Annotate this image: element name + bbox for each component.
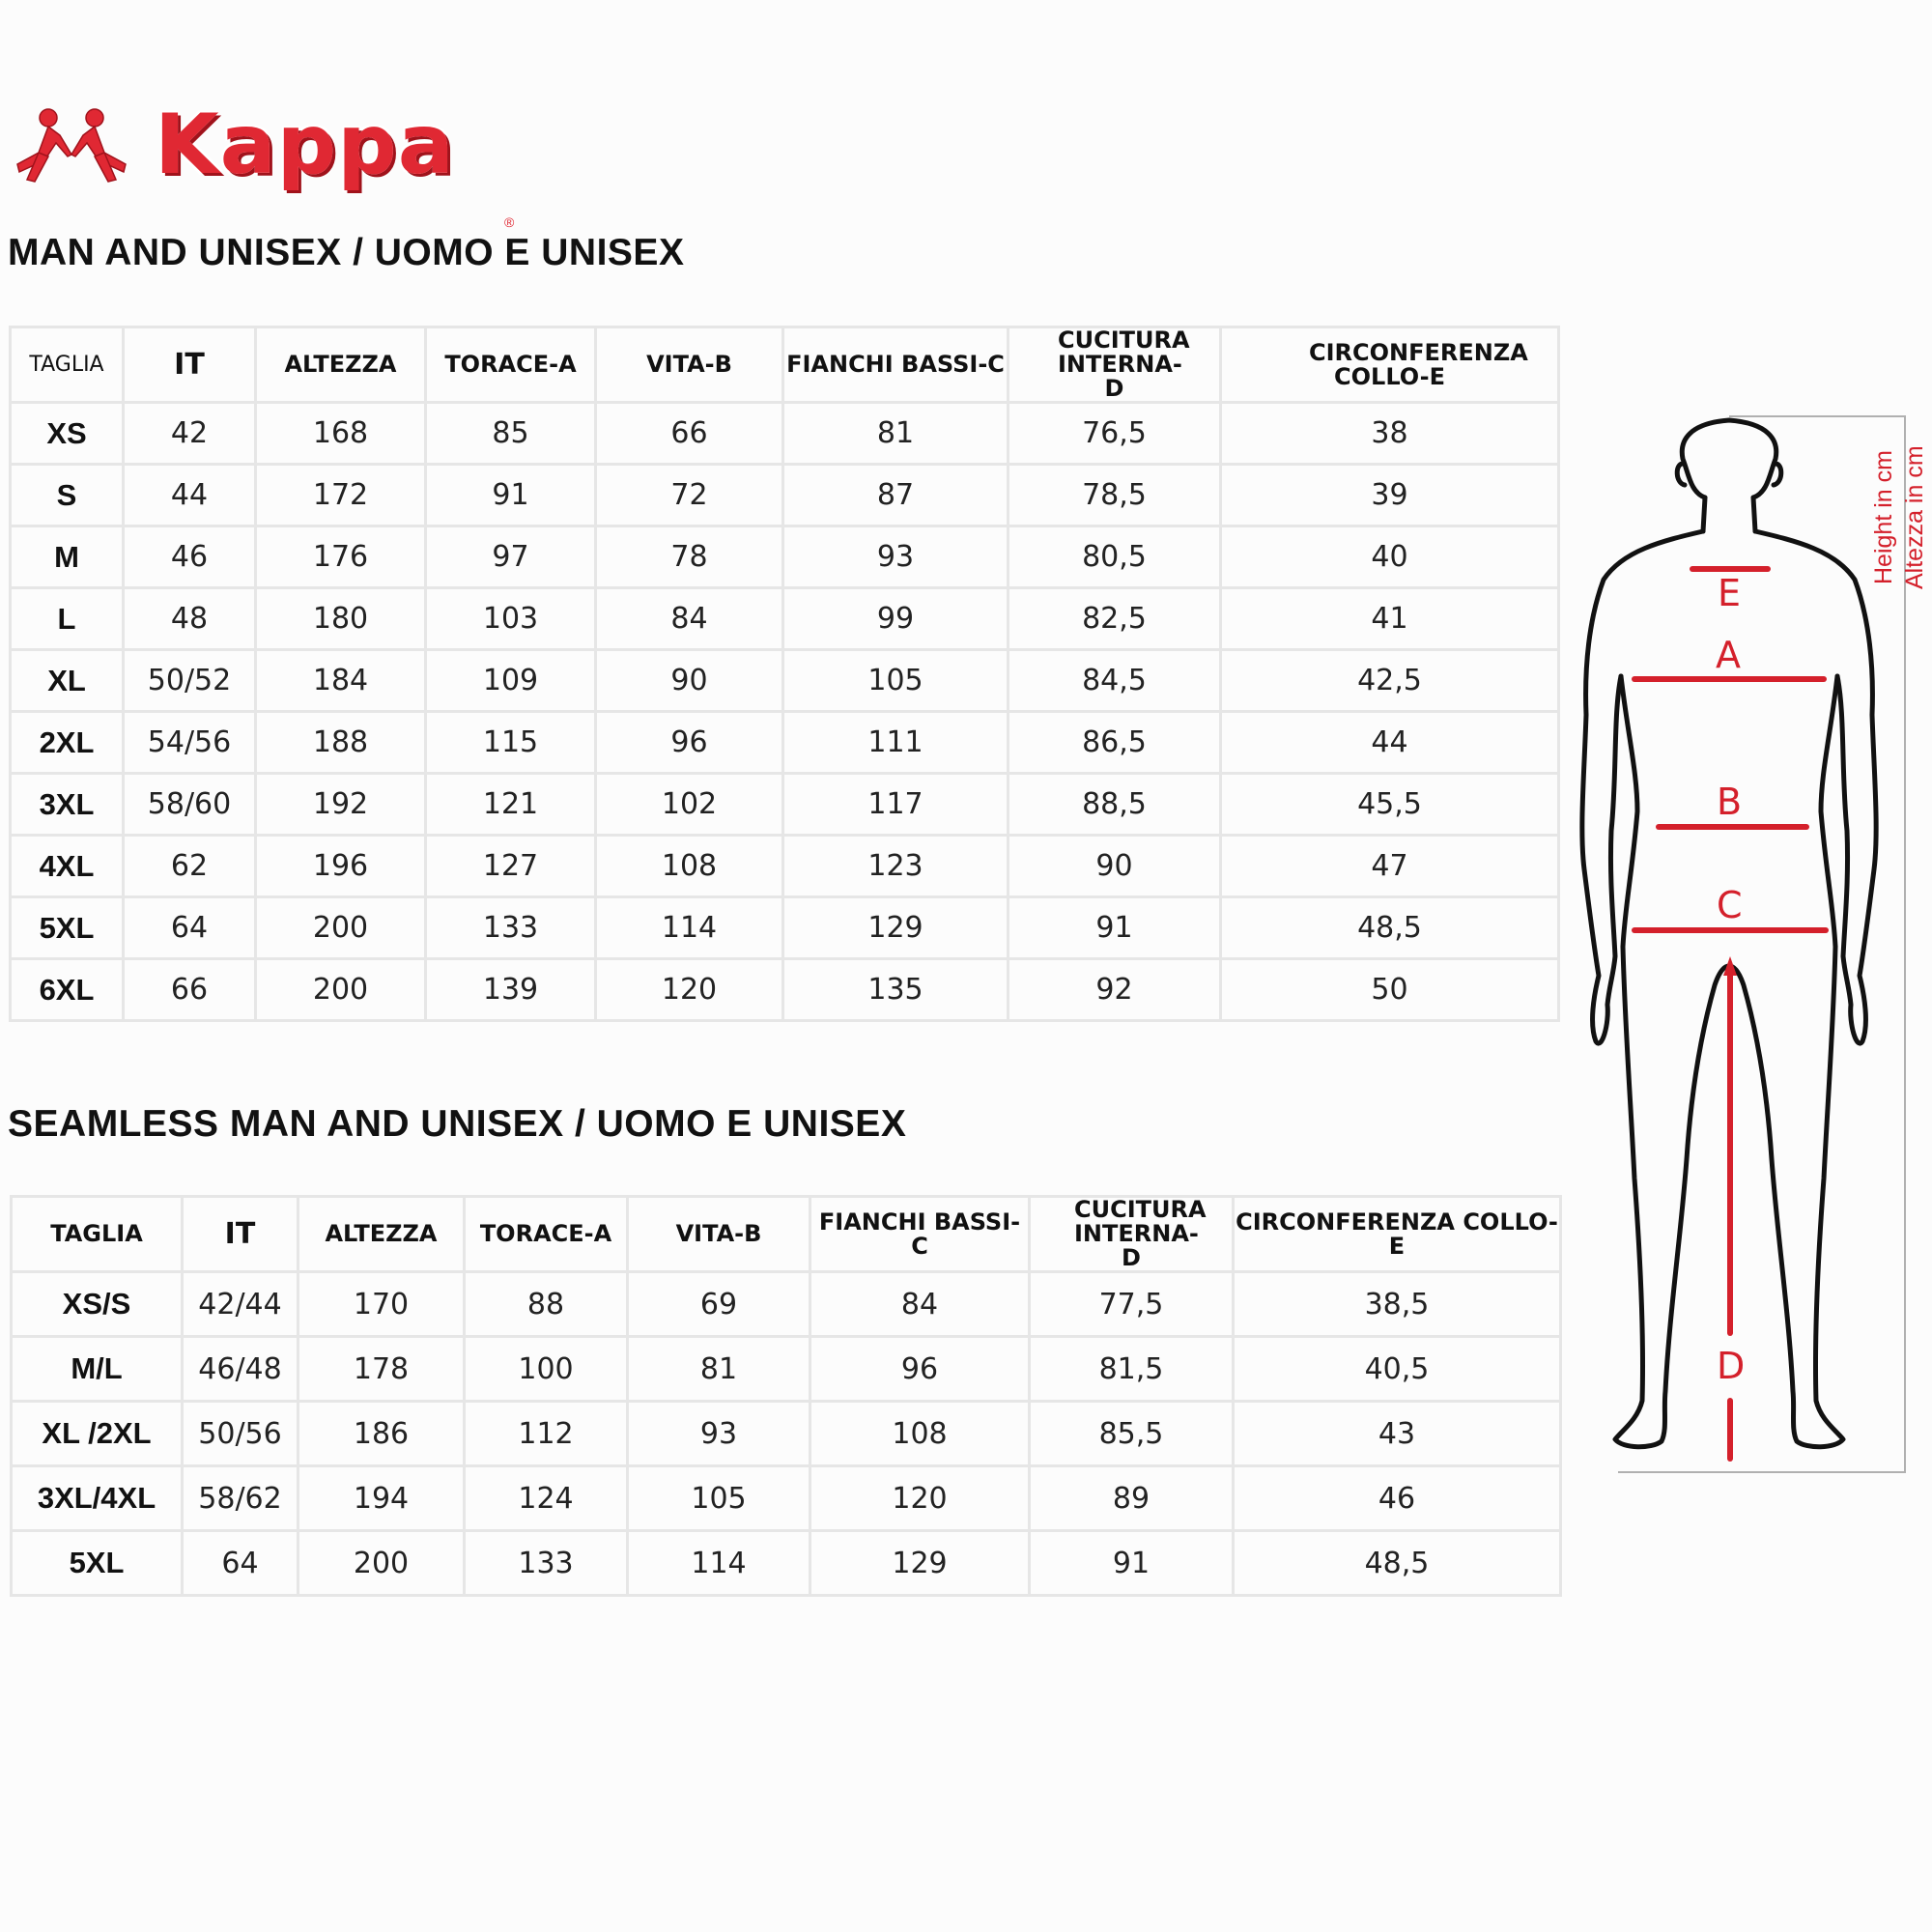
height-label-en: Height in cm — [1870, 450, 1897, 584]
value-cell: 108 — [596, 836, 783, 897]
value-cell: 84 — [810, 1272, 1030, 1337]
table-row — [11, 650, 1559, 712]
value-cell: 168 — [256, 403, 426, 465]
value-cell: 194 — [298, 1466, 465, 1531]
size-cell: 6XL — [11, 959, 124, 1021]
value-cell: 90 — [596, 650, 783, 712]
col-header-altezza: ALTEZZA — [298, 1197, 465, 1272]
value-cell: 58/60 — [124, 774, 256, 836]
value-cell: 135 — [783, 959, 1009, 1021]
value-cell: 42 — [124, 403, 256, 465]
value-cell: 81,5 — [1030, 1337, 1234, 1402]
value-cell: 80,5 — [1009, 526, 1221, 588]
value-cell: 91 — [1030, 1531, 1234, 1596]
value-cell: 38,5 — [1234, 1272, 1561, 1337]
value-cell: 178 — [298, 1337, 465, 1402]
value-cell: 43 — [1234, 1402, 1561, 1466]
value-cell: 50 — [1221, 959, 1559, 1021]
value-cell: 129 — [783, 897, 1009, 959]
size-cell: 4XL — [11, 836, 124, 897]
value-cell: 115 — [426, 712, 596, 774]
value-cell: 54/56 — [124, 712, 256, 774]
value-cell: 102 — [596, 774, 783, 836]
section-title-seamless: SEAMLESS MAN AND UNISEX / UOMO E UNISEX — [8, 1103, 907, 1145]
value-cell: 170 — [298, 1272, 465, 1337]
value-cell: 45,5 — [1221, 774, 1559, 836]
value-cell: 196 — [256, 836, 426, 897]
value-cell: 44 — [124, 465, 256, 526]
value-cell: 78 — [596, 526, 783, 588]
size-cell: M — [11, 526, 124, 588]
col-header-cucitura: CUCITURA INTERNA-D — [1009, 327, 1221, 403]
value-cell: 40,5 — [1234, 1337, 1561, 1402]
value-cell: 114 — [628, 1531, 810, 1596]
value-cell: 64 — [124, 897, 256, 959]
value-cell: 91 — [1009, 897, 1221, 959]
col-header-vita: VITA-B — [596, 327, 783, 403]
value-cell: 105 — [783, 650, 1009, 712]
value-cell: 105 — [628, 1466, 810, 1531]
col-header-altezza: ALTEZZA — [256, 327, 426, 403]
value-cell: 38 — [1221, 403, 1559, 465]
size-table-seamless — [10, 1195, 1562, 1597]
size-table-man-unisex — [9, 326, 1560, 1022]
size-cell: 2XL — [11, 712, 124, 774]
value-cell: 97 — [426, 526, 596, 588]
value-cell: 114 — [596, 897, 783, 959]
value-cell: 133 — [465, 1531, 628, 1596]
value-cell: 42/44 — [183, 1272, 298, 1337]
table-header-row — [12, 1197, 1561, 1272]
col-header-fianchi: FIANCHI BASSI-C — [783, 327, 1009, 403]
size-cell: XS/S — [12, 1272, 183, 1337]
col-header-torace: TORACE-A — [465, 1197, 628, 1272]
value-cell: 64 — [183, 1531, 298, 1596]
table-row — [11, 403, 1559, 465]
value-cell: 84 — [596, 588, 783, 650]
table-row — [12, 1466, 1561, 1531]
col-header-collo: CIRCONFERENZA COLLO-E — [1221, 327, 1559, 403]
value-cell: 41 — [1221, 588, 1559, 650]
value-cell: 87 — [783, 465, 1009, 526]
table-row — [12, 1337, 1561, 1402]
col-header-cucitura: CUCITURA INTERNA-D — [1030, 1197, 1234, 1272]
value-cell: 90 — [1009, 836, 1221, 897]
size-cell: 3XL — [11, 774, 124, 836]
value-cell: 85 — [426, 403, 596, 465]
table-row — [11, 774, 1559, 836]
value-cell: 47 — [1221, 836, 1559, 897]
value-cell: 50/56 — [183, 1402, 298, 1466]
value-cell: 186 — [298, 1402, 465, 1466]
value-cell: 139 — [426, 959, 596, 1021]
col-header-fianchi: FIANCHI BASSI-C — [810, 1197, 1030, 1272]
value-cell: 200 — [256, 897, 426, 959]
table-row — [11, 588, 1559, 650]
value-cell: 66 — [124, 959, 256, 1021]
value-cell: 91 — [426, 465, 596, 526]
table-row — [11, 897, 1559, 959]
value-cell: 172 — [256, 465, 426, 526]
value-cell: 123 — [783, 836, 1009, 897]
height-label-it: Altezza in cm — [1901, 445, 1928, 589]
kappa-logo — [10, 97, 515, 230]
value-cell: 188 — [256, 712, 426, 774]
value-cell: 77,5 — [1030, 1272, 1234, 1337]
value-cell: 82,5 — [1009, 588, 1221, 650]
value-cell: 72 — [596, 465, 783, 526]
col-header-taglia: TAGLIA — [11, 327, 124, 403]
value-cell: 81 — [628, 1337, 810, 1402]
col-header-torace: TORACE-A — [426, 327, 596, 403]
table-row — [11, 836, 1559, 897]
value-cell: 62 — [124, 836, 256, 897]
table-body — [12, 1272, 1561, 1596]
value-cell: 85,5 — [1030, 1402, 1234, 1466]
value-cell: 176 — [256, 526, 426, 588]
value-cell: 180 — [256, 588, 426, 650]
value-cell: 46/48 — [183, 1337, 298, 1402]
value-cell: 127 — [426, 836, 596, 897]
value-cell: 93 — [783, 526, 1009, 588]
value-cell: 108 — [810, 1402, 1030, 1466]
value-cell: 121 — [426, 774, 596, 836]
table-row — [11, 712, 1559, 774]
col-header-it: IT — [183, 1197, 298, 1272]
value-cell: 48,5 — [1234, 1531, 1561, 1596]
value-cell: 46 — [124, 526, 256, 588]
value-cell: 44 — [1221, 712, 1559, 774]
size-cell: 5XL — [11, 897, 124, 959]
col-header-taglia: TAGLIA — [12, 1197, 183, 1272]
value-cell: 120 — [596, 959, 783, 1021]
marker-b: B — [1717, 781, 1743, 823]
value-cell: 76,5 — [1009, 403, 1221, 465]
marker-a: A — [1716, 634, 1741, 676]
value-cell: 86,5 — [1009, 712, 1221, 774]
size-cell: 3XL/4XL — [12, 1466, 183, 1531]
value-cell: 133 — [426, 897, 596, 959]
size-cell: M/L — [12, 1337, 183, 1402]
size-cell: L — [11, 588, 124, 650]
value-cell: 96 — [596, 712, 783, 774]
col-header-collo: CIRCONFERENZA COLLO-E — [1234, 1197, 1561, 1272]
col-header-it: IT — [124, 327, 256, 403]
value-cell: 184 — [256, 650, 426, 712]
table-row — [11, 465, 1559, 526]
col-header-vita: VITA-B — [628, 1197, 810, 1272]
value-cell: 120 — [810, 1466, 1030, 1531]
value-cell: 200 — [256, 959, 426, 1021]
value-cell: 48,5 — [1221, 897, 1559, 959]
value-cell: 200 — [298, 1531, 465, 1596]
value-cell: 48 — [124, 588, 256, 650]
value-cell: 111 — [783, 712, 1009, 774]
value-cell: 84,5 — [1009, 650, 1221, 712]
value-cell: 89 — [1030, 1466, 1234, 1531]
section-title-man-unisex: MAN AND UNISEX / UOMO E UNISEX — [8, 232, 685, 273]
value-cell: 58/62 — [183, 1466, 298, 1531]
value-cell: 42,5 — [1221, 650, 1559, 712]
value-cell: 66 — [596, 403, 783, 465]
size-cell: XS — [11, 403, 124, 465]
value-cell: 81 — [783, 403, 1009, 465]
size-cell: 5XL — [12, 1531, 183, 1596]
registered-mark: ® — [504, 214, 515, 230]
kappa-wordmark: Kappa — [155, 97, 455, 193]
value-cell: 99 — [783, 588, 1009, 650]
value-cell: 100 — [465, 1337, 628, 1402]
marker-e: E — [1718, 572, 1742, 614]
table-body — [11, 403, 1559, 1021]
table-row — [11, 526, 1559, 588]
value-cell: 124 — [465, 1466, 628, 1531]
table-row — [12, 1272, 1561, 1337]
size-cell: S — [11, 465, 124, 526]
value-cell: 88 — [465, 1272, 628, 1337]
table-row — [11, 959, 1559, 1021]
value-cell: 103 — [426, 588, 596, 650]
value-cell: 109 — [426, 650, 596, 712]
value-cell: 88,5 — [1009, 774, 1221, 836]
table-row — [12, 1402, 1561, 1466]
value-cell: 39 — [1221, 465, 1559, 526]
size-cell: XL /2XL — [12, 1402, 183, 1466]
value-cell: 192 — [256, 774, 426, 836]
marker-c: C — [1717, 884, 1743, 926]
table-header-row — [11, 327, 1559, 403]
value-cell: 40 — [1221, 526, 1559, 588]
value-cell: 129 — [810, 1531, 1030, 1596]
table-row — [12, 1531, 1561, 1596]
value-cell: 96 — [810, 1337, 1030, 1402]
value-cell: 78,5 — [1009, 465, 1221, 526]
value-cell: 69 — [628, 1272, 810, 1337]
value-cell: 112 — [465, 1402, 628, 1466]
value-cell: 92 — [1009, 959, 1221, 1021]
value-cell: 93 — [628, 1402, 810, 1466]
value-cell: 117 — [783, 774, 1009, 836]
marker-d: D — [1717, 1345, 1746, 1387]
value-cell: 46 — [1234, 1466, 1561, 1531]
size-cell: XL — [11, 650, 124, 712]
value-cell: 50/52 — [124, 650, 256, 712]
